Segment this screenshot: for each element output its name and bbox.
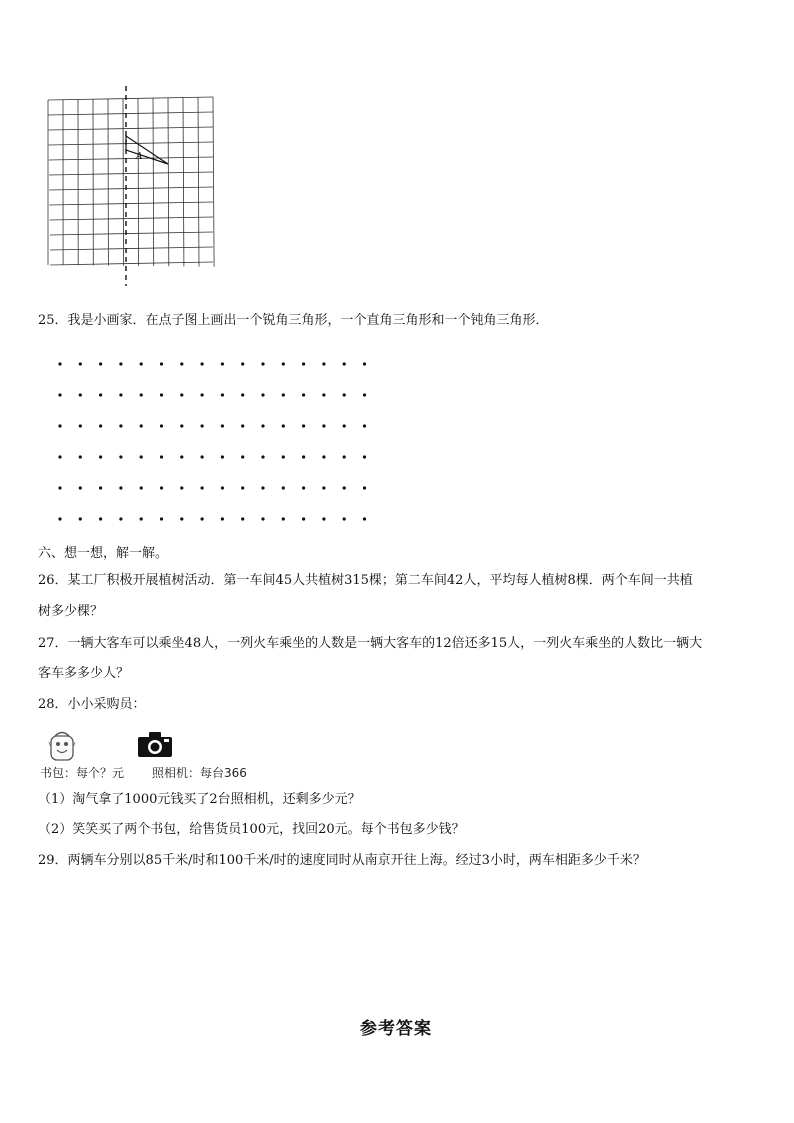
grid-dot	[180, 362, 183, 365]
grid-dot	[343, 424, 346, 427]
question-26-line1: 26．某工厂积极开展植树活动．第一车间45人共植树315棵；第二车间42人，平均每人植树8棵．两个车间一共植	[38, 573, 693, 588]
grid-dot	[221, 455, 224, 458]
grid-dot	[99, 517, 102, 520]
question-28-part2: （2）笑笑买了两个书包，给售货员100元，找回20元。每个书包多少钱？	[38, 822, 465, 837]
grid-dot	[302, 424, 305, 427]
question-27-line1: 27．一辆大客车可以乘坐48人，一列火车乘坐的人数是一辆大客车的12倍还多15人，一列火车乘坐的人数比一辆大	[38, 636, 703, 651]
grid-line-vertical	[198, 97, 199, 267]
grid-dot	[58, 517, 61, 520]
grid-dot	[241, 362, 244, 365]
grid-dot	[180, 517, 183, 520]
grid-dot	[241, 517, 244, 520]
grid-dot	[160, 455, 163, 458]
grid-dot	[180, 486, 183, 489]
grid-dot	[58, 486, 61, 489]
grid-dot	[140, 455, 143, 458]
grid-dot	[79, 486, 82, 489]
grid-dot	[282, 393, 285, 396]
grid-dot	[282, 486, 285, 489]
grid-dot	[343, 362, 346, 365]
grid-dot	[282, 362, 285, 365]
grid-line-horizontal	[50, 217, 213, 220]
question-26-line2: 树多少棵？	[38, 604, 104, 619]
grid-dot	[261, 517, 264, 520]
grid-dot	[140, 517, 143, 520]
grid-line-horizontal	[50, 232, 213, 235]
grid-dot	[99, 455, 102, 458]
grid-dot	[201, 455, 204, 458]
grid-dot	[241, 486, 244, 489]
grid-dot	[322, 517, 325, 520]
dot-grid-figure	[48, 354, 378, 524]
grid-dot	[363, 362, 366, 365]
grid-dot	[140, 486, 143, 489]
grid-dot	[160, 486, 163, 489]
question-25: 25．我是小画家．在点子图上画出一个锐角三角形，一个直角三角形和一个钝角三角形．	[38, 313, 549, 328]
grid-dot	[180, 455, 183, 458]
question-28-part1: （1）淘气拿了1000元钱买了2台照相机，还剩多少元？	[38, 792, 361, 807]
grid-dot	[79, 362, 82, 365]
grid-dot	[282, 455, 285, 458]
grid-line-horizontal	[50, 247, 213, 250]
grid-dot	[79, 393, 82, 396]
grid-dot	[343, 393, 346, 396]
grid-dot	[302, 362, 305, 365]
grid-dot	[201, 424, 204, 427]
grid-dot	[241, 455, 244, 458]
grid-dot	[58, 455, 61, 458]
grid-dot	[221, 517, 224, 520]
grid-line-vertical	[138, 98, 139, 266]
grid-dot	[221, 424, 224, 427]
section-heading: 六、想一想，解一解。	[38, 546, 169, 561]
grid-dot	[302, 486, 305, 489]
grid-dot	[99, 424, 102, 427]
grid-dot	[119, 362, 122, 365]
triangle-label: A	[136, 152, 143, 162]
grid-line-vertical	[123, 99, 124, 266]
grid-dot	[221, 393, 224, 396]
camera-icon	[136, 730, 174, 758]
grid-dot	[261, 393, 264, 396]
question-27-line2: 客车多多少人？	[38, 666, 130, 681]
grid-dot	[160, 393, 163, 396]
grid-dot	[201, 517, 204, 520]
schoolbag-icon	[46, 728, 78, 762]
answer-key-title: 参考答案	[360, 1019, 432, 1039]
grid-dot	[201, 393, 204, 396]
grid-dot	[180, 424, 183, 427]
grid-dot	[140, 362, 143, 365]
question-29: 29．两辆车分别以85千米/时和100千米/时的速度同时从南京开往上海。经过3小时，两车相距多少千米？	[38, 853, 646, 868]
grid-dot	[119, 486, 122, 489]
grid-dot	[160, 424, 163, 427]
grid-dot	[282, 424, 285, 427]
schoolbag-caption: 书包：每个？元	[40, 766, 125, 780]
grid-dot	[343, 517, 346, 520]
grid-line-horizontal	[50, 262, 213, 265]
grid-dot	[99, 362, 102, 365]
grid-dot	[343, 455, 346, 458]
grid-dot	[58, 424, 61, 427]
grid-dot	[322, 362, 325, 365]
grid-dot	[363, 455, 366, 458]
grid-dot	[99, 486, 102, 489]
grid-line-horizontal	[48, 127, 213, 130]
grid-dot	[261, 486, 264, 489]
grid-line-horizontal	[49, 187, 213, 190]
grid-dot	[221, 362, 224, 365]
grid-dot	[58, 393, 61, 396]
grid-dot	[261, 424, 264, 427]
grid-dot	[282, 517, 285, 520]
grid-dot	[322, 486, 325, 489]
grid-line-horizontal	[49, 172, 213, 175]
grid-dot	[201, 486, 204, 489]
grid-dot	[160, 517, 163, 520]
grid-dot	[99, 393, 102, 396]
grid-line-vertical	[213, 97, 214, 267]
grid-dot	[140, 393, 143, 396]
grid-dot	[363, 424, 366, 427]
grid-line-horizontal	[49, 157, 213, 160]
grid-dot	[119, 517, 122, 520]
grid-dot	[140, 424, 143, 427]
grid-line-vertical	[153, 98, 154, 266]
grid-dot	[261, 362, 264, 365]
grid-dot	[363, 393, 366, 396]
grid-dot	[343, 486, 346, 489]
grid-line-horizontal	[49, 142, 213, 145]
symmetry-grid-figure	[44, 86, 219, 286]
grid-line-vertical	[183, 97, 184, 266]
grid-dot	[322, 424, 325, 427]
grid-dot	[363, 517, 366, 520]
grid-dot	[58, 362, 61, 365]
grid-line-horizontal	[48, 112, 213, 115]
grid-dot	[302, 517, 305, 520]
grid-dot	[119, 424, 122, 427]
grid-dot	[119, 393, 122, 396]
grid-line-horizontal	[49, 202, 213, 205]
grid-dot	[79, 517, 82, 520]
question-28-title: 28．小小采购员：	[38, 697, 146, 712]
camera-caption: 照相机：每台366	[152, 766, 247, 780]
grid-dot	[241, 424, 244, 427]
grid-dot	[302, 455, 305, 458]
grid-dot	[79, 455, 82, 458]
grid-dot	[119, 455, 122, 458]
grid-dot	[201, 362, 204, 365]
grid-dot	[241, 393, 244, 396]
triangle-a	[126, 136, 168, 164]
grid-dot	[221, 486, 224, 489]
grid-line-horizontal	[48, 97, 213, 100]
grid-dot	[363, 486, 366, 489]
grid-dot	[79, 424, 82, 427]
grid-dot	[180, 393, 183, 396]
grid-dot	[302, 393, 305, 396]
grid-dot	[322, 393, 325, 396]
grid-line-vertical	[168, 98, 169, 267]
grid-dot	[160, 362, 163, 365]
grid-dot	[322, 455, 325, 458]
grid-dot	[261, 455, 264, 458]
